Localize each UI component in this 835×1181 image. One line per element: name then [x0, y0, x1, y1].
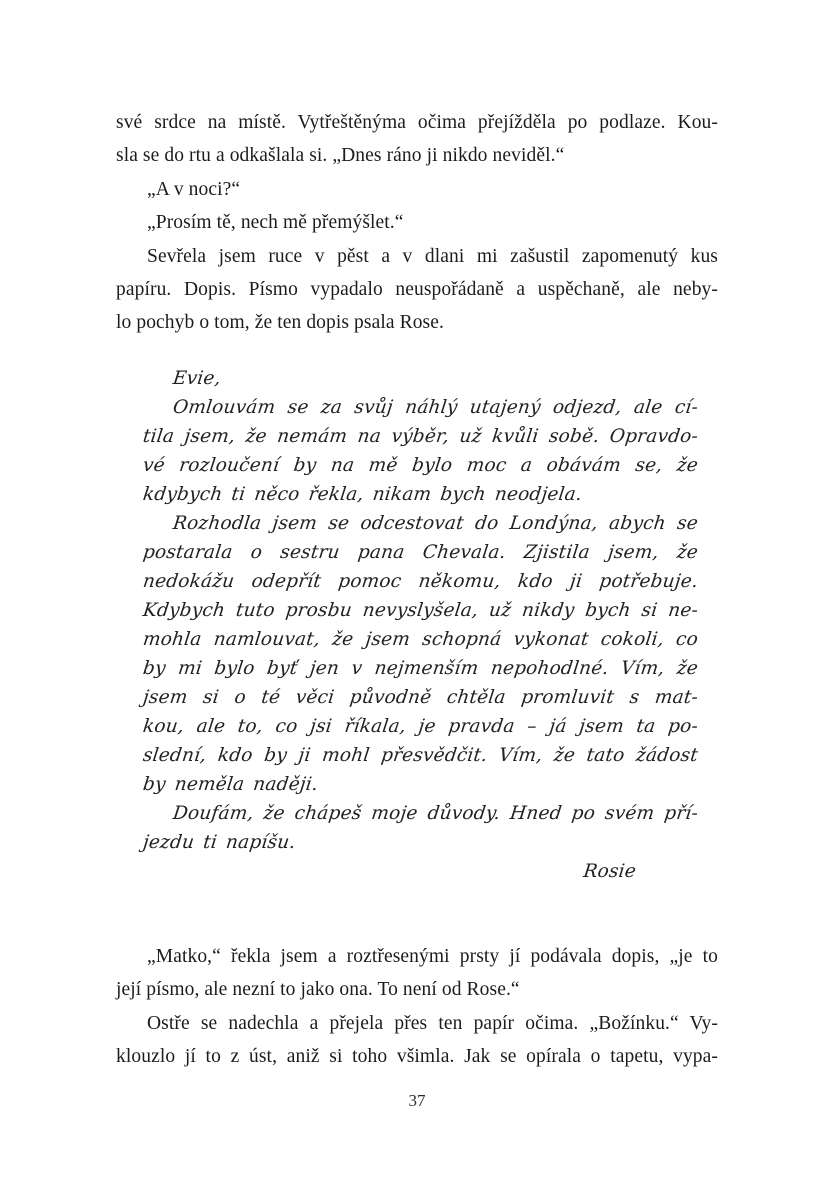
narrative-top: [116, 106, 718, 340]
letter-line: slední, kdo by ji mohl přesvědčit. Vím, že tato žádost: [141, 744, 700, 766]
letter-line: tila jsem, že nemám na výběr, už kvůli sobě. Opravdo-: [141, 425, 700, 447]
narrative-line: papíru. Dopis. Písmo vypadalo neuspořádaně a uspěchaně, ale neby-: [116, 279, 718, 301]
letter-line: jsem si o té věci původně chtěla promluvit s mat-: [141, 686, 700, 708]
letter-line: postarala o sestru pana Chevala. Zjistila jsem, že: [141, 541, 700, 563]
letter-line: Rozhodla jsem se odcestovat do Londýna, abych se: [171, 512, 700, 534]
letter-line: vé rozloučení by na mě bylo moc a obávám se, že: [141, 454, 700, 476]
letter-line: by mi bylo byť jen v nejmenším nepohodlné. Vím, že: [141, 657, 700, 679]
handwritten-letter: [143, 364, 698, 886]
letter-line: kou, ale to, co jsi říkala, je pravda – já jsem ta po-: [141, 715, 700, 737]
narrative-line: její písmo, ale nezní to jako ona. To není od Rose.“: [116, 979, 520, 1001]
letter-line: nedokážu odepřít pomoc někomu, kdo ji potřebuje.: [141, 570, 700, 592]
letter-line: by neměla naději.: [141, 773, 320, 795]
narrative-line: „Prosím tě, nech mě přemýšlet.“: [147, 212, 404, 234]
letter-line: Evie,: [171, 367, 222, 389]
narrative-line: „Matko,“ řekla jsem a roztřesenými prsty jí podávala dopis, „je to: [147, 945, 718, 967]
letter-line: jezdu ti napíšu.: [141, 831, 297, 853]
narrative-line: své srdce na místě. Vytřeštěnýma očima přejížděla po podlaze. Kou-: [116, 112, 718, 133]
letter-line: Kdybych tuto prosbu nevyslyšela, už nikdy bych si ne-: [141, 599, 700, 621]
narrative-bottom: [116, 940, 718, 1074]
letter-line: mohla namlouvat, že jsem schopná vykonat cokoli, co: [141, 628, 700, 650]
narrative-line: Sevřela jsem ruce v pěst a v dlani mi zašustil zapomenutý kus: [147, 245, 718, 267]
letter-signature: Rosie: [582, 860, 638, 882]
narrative-line: klouzlo jí to z úst, aniž si toho všimla. Jak se opírala o tapetu, vypa-: [116, 1046, 718, 1068]
page-number: 37: [408, 1091, 426, 1111]
narrative-line: Ostře se nadechla a přejela přes ten papír očima. „Božínku.“ Vy-: [147, 1012, 718, 1034]
letter-line: Doufám, že chápeš moje důvody. Hned po svém pří-: [171, 802, 700, 824]
narrative-line: lo pochyb o tom, že ten dopis psala Rose.: [116, 312, 444, 334]
text-block: [116, 106, 718, 1111]
letter-line: Omlouvám se za svůj náhlý utajený odjezd, ale cí-: [171, 396, 700, 418]
narrative-line: „A v noci?“: [147, 178, 241, 200]
narrative-line: sla se do rtu a odkašlala si. „Dnes ráno ji nikdo neviděl.“: [116, 145, 565, 167]
letter-line: kdybych ti něco řekla, nikam bych neodjela.: [141, 483, 584, 505]
